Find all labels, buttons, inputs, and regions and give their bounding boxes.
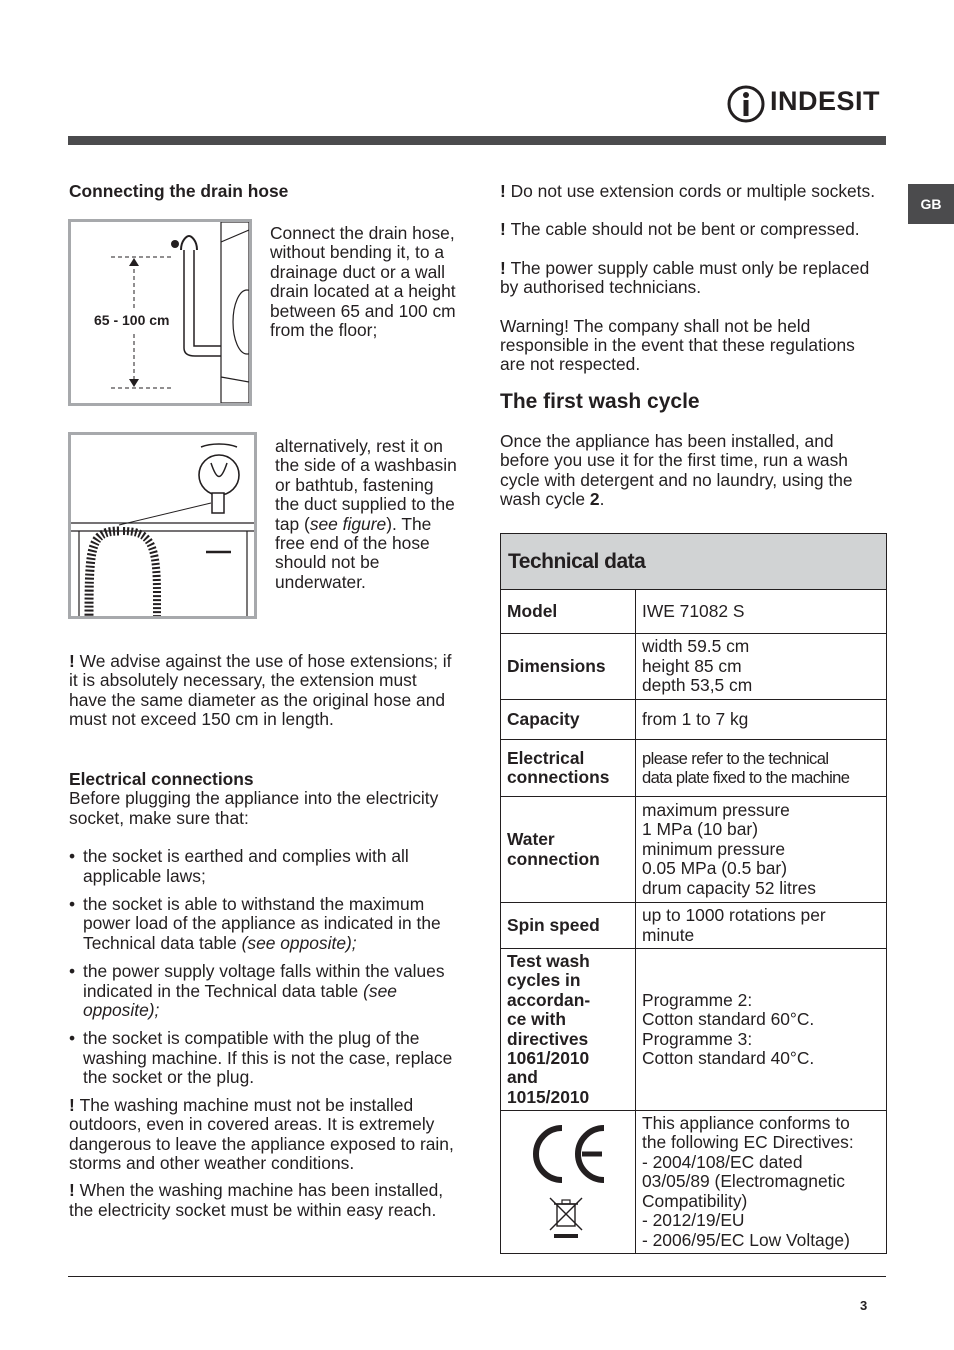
washbasin-text [275, 437, 461, 592]
row-value [636, 1111, 887, 1254]
see-figure-ref: see figure [309, 513, 387, 534]
row-label [501, 797, 636, 903]
indesit-logo-mark [726, 84, 766, 124]
label-line: 1015/2010 [507, 1086, 590, 1107]
warning-text: Do not use extension cords or multiple sockets. [510, 181, 876, 201]
warning-mark: ! [69, 651, 80, 671]
socket-warning-text: When the washing machine has been installed, the electricity socket must be within easy reach. [69, 1180, 444, 1220]
value-line: please refer to the technical [642, 748, 829, 768]
company-warning: Warning! The company shall not be held responsible in the event that these regulations are not respected. [500, 315, 855, 375]
value-line: the following EC Directives: [642, 1132, 854, 1153]
value-line: data plate fixed to the machine [642, 768, 850, 787]
see-opposite-ref: (see opposite); [83, 980, 397, 1021]
list-item: • the socket is compatible with the plug of the washing machine. If this is not the case, replace the socket or the plug. [69, 1029, 457, 1087]
label-line: ce with [507, 1009, 566, 1030]
value-line: up to 1000 rotations per [642, 905, 826, 926]
label-line: Test wash [507, 950, 590, 971]
table-title: Technical data [501, 534, 887, 590]
list-item [69, 895, 457, 953]
drain-height-figure [68, 219, 252, 406]
row-label: Model [501, 590, 636, 634]
washbasin-text-a: alternatively, rest it on the side of a washbasin or bathtub, fastening the duct supplied to the tap ( [275, 436, 457, 534]
label-line: cycles in [507, 970, 581, 991]
row-value [636, 949, 887, 1111]
table-row [501, 634, 887, 700]
electrical-title: Electrical connections [69, 769, 254, 789]
wash-cycle-number: 2 [589, 489, 600, 510]
value-line: minute [642, 924, 695, 945]
drain-height-label: 65 - 100 cm [94, 312, 170, 328]
row-value [636, 797, 887, 903]
value-line: - 2006/95/EC Low Voltage) [642, 1229, 850, 1250]
outdoor-warning: ! The washing machine must not be installed outdoors, even in covered areas. It is extremely dangerous to leave the appliance exposed to rain, storms and other weather conditions. [69, 1094, 454, 1173]
first-wash-title: The first wash cycle [500, 390, 700, 413]
label-line: accordan- [507, 989, 591, 1010]
value-line: This appliance conforms to [642, 1113, 850, 1134]
value-line: minimum pressure [642, 838, 786, 859]
list-item [69, 962, 457, 1020]
label-line: Electrical [507, 747, 585, 768]
row-value: from 1 to 7 kg [636, 700, 887, 740]
dim-width: width 59.5 cm [642, 636, 750, 657]
drain-hose-title: Connecting the drain hose [69, 181, 289, 201]
page-number: 3 [860, 1298, 868, 1313]
row-label: Capacity [501, 700, 636, 740]
value-line: 1 MPa (10 bar) [642, 819, 758, 840]
table-row [501, 949, 887, 1111]
dim-depth: depth 53,5 cm [642, 675, 753, 696]
label-line: and [507, 1067, 538, 1088]
outdoor-warning-text: The washing machine must not be installed outdoors, even in covered areas. It is extremely dangerous to leave the appliance exposed to rain, storms and other weather conditions. [69, 1094, 454, 1173]
hose-on-washbasin-illustration [71, 435, 254, 616]
table-row [501, 700, 887, 740]
indesit-logo [726, 84, 888, 124]
row-value [636, 903, 887, 949]
bullet2-text: the socket is able to withstand the maximum power load of the appliance as indicated in the Technical data table [83, 894, 441, 953]
value-line: 03/05/89 (Electromagnetic [642, 1171, 846, 1192]
table-header-row [501, 534, 887, 590]
electrical-section [69, 770, 457, 1220]
hose-extension-warning [69, 652, 457, 730]
row-label [501, 949, 636, 1111]
weee-bin-icon [548, 1196, 584, 1242]
value-line: - 2004/108/EC dated [642, 1151, 803, 1172]
value-line: maximum pressure [642, 799, 790, 820]
value-line: - 2012/19/EU [642, 1210, 745, 1231]
warning-extension-cords: ! Do not use extension cords or multiple sockets. [500, 181, 876, 201]
row-label [501, 740, 636, 797]
hose-extension-text: We advise against the use of hose extensions; if it is absolutely necessary, the extension must have the same diameter as the original hose and must not exceed 150 cm in length. [69, 651, 452, 730]
table-row [501, 903, 887, 949]
value-line: Cotton standard 60°C. [642, 1009, 815, 1030]
value-line: Compatibility) [642, 1190, 748, 1211]
bullet3-text: the power supply voltage falls within the values indicated in the Technical data table [83, 961, 445, 1001]
label-line: connection [507, 848, 600, 869]
dim-height: height 85 cm [642, 655, 742, 676]
header-bar [68, 136, 886, 145]
row-value: IWE 71082 S [636, 590, 887, 634]
technical-data-table [500, 533, 887, 1254]
label-line: directives [507, 1028, 589, 1049]
warning-cable-replace: ! The power supply cable must only be replaced by authorised technicians. [500, 257, 870, 298]
electrical-intro: Before plugging the appliance into the electricity socket, make sure that: [69, 788, 439, 828]
row-label: Dimensions [501, 634, 636, 700]
see-opposite-ref: (see opposite); [241, 932, 357, 953]
label-line: Water [507, 829, 555, 850]
table-row [501, 797, 887, 903]
value-line: Cotton standard 40°C. [642, 1047, 815, 1068]
warning-cable-bent: ! The cable should not be bent or compressed. [500, 219, 860, 240]
washbasin-text-b: ). The free end of the hose should not be underwater. [275, 513, 432, 592]
value-line: Programme 3: [642, 1028, 753, 1049]
socket-warning: ! When the washing machine has been installed, the electricity socket must be within easy reach. [69, 1180, 444, 1220]
first-wash-body: Once the appliance has been installed, and before you use it for the first time, run a wash cycle with detergent and no laundry, using the wash cycle [500, 431, 853, 510]
footer-rule [68, 1276, 886, 1277]
label-line: 1061/2010 [507, 1047, 590, 1068]
table-row [501, 740, 887, 797]
value-line: drum capacity 52 litres [642, 877, 816, 898]
first-wash-text [500, 432, 886, 510]
value-line: Programme 2: [642, 989, 753, 1010]
warning-text: The cable should not be bent or compressed. [510, 219, 860, 240]
list-item: • the socket is earthed and complies with all applicable laws; [69, 847, 457, 886]
row-label: Spin speed [501, 903, 636, 949]
first-wash-period: . [599, 489, 605, 510]
brand-name: INDESIT [770, 86, 881, 116]
table-row [501, 590, 887, 634]
label-line: connections [507, 767, 610, 787]
cable-warnings [500, 182, 892, 375]
warning-text: The power supply cable must only be replaced by authorised technicians. [500, 257, 870, 298]
language-tab: GB [908, 184, 954, 224]
row-value [636, 634, 887, 700]
row-value [636, 740, 887, 797]
drain-hose-text: Connect the drain hose, without bending it, to a drainage duct or a wall drain located at a height between 65 and 100 cm from the floor; [270, 223, 456, 341]
value-line: 0.05 MPa (0.5 bar) [642, 858, 787, 879]
washbasin-figure [68, 432, 257, 619]
